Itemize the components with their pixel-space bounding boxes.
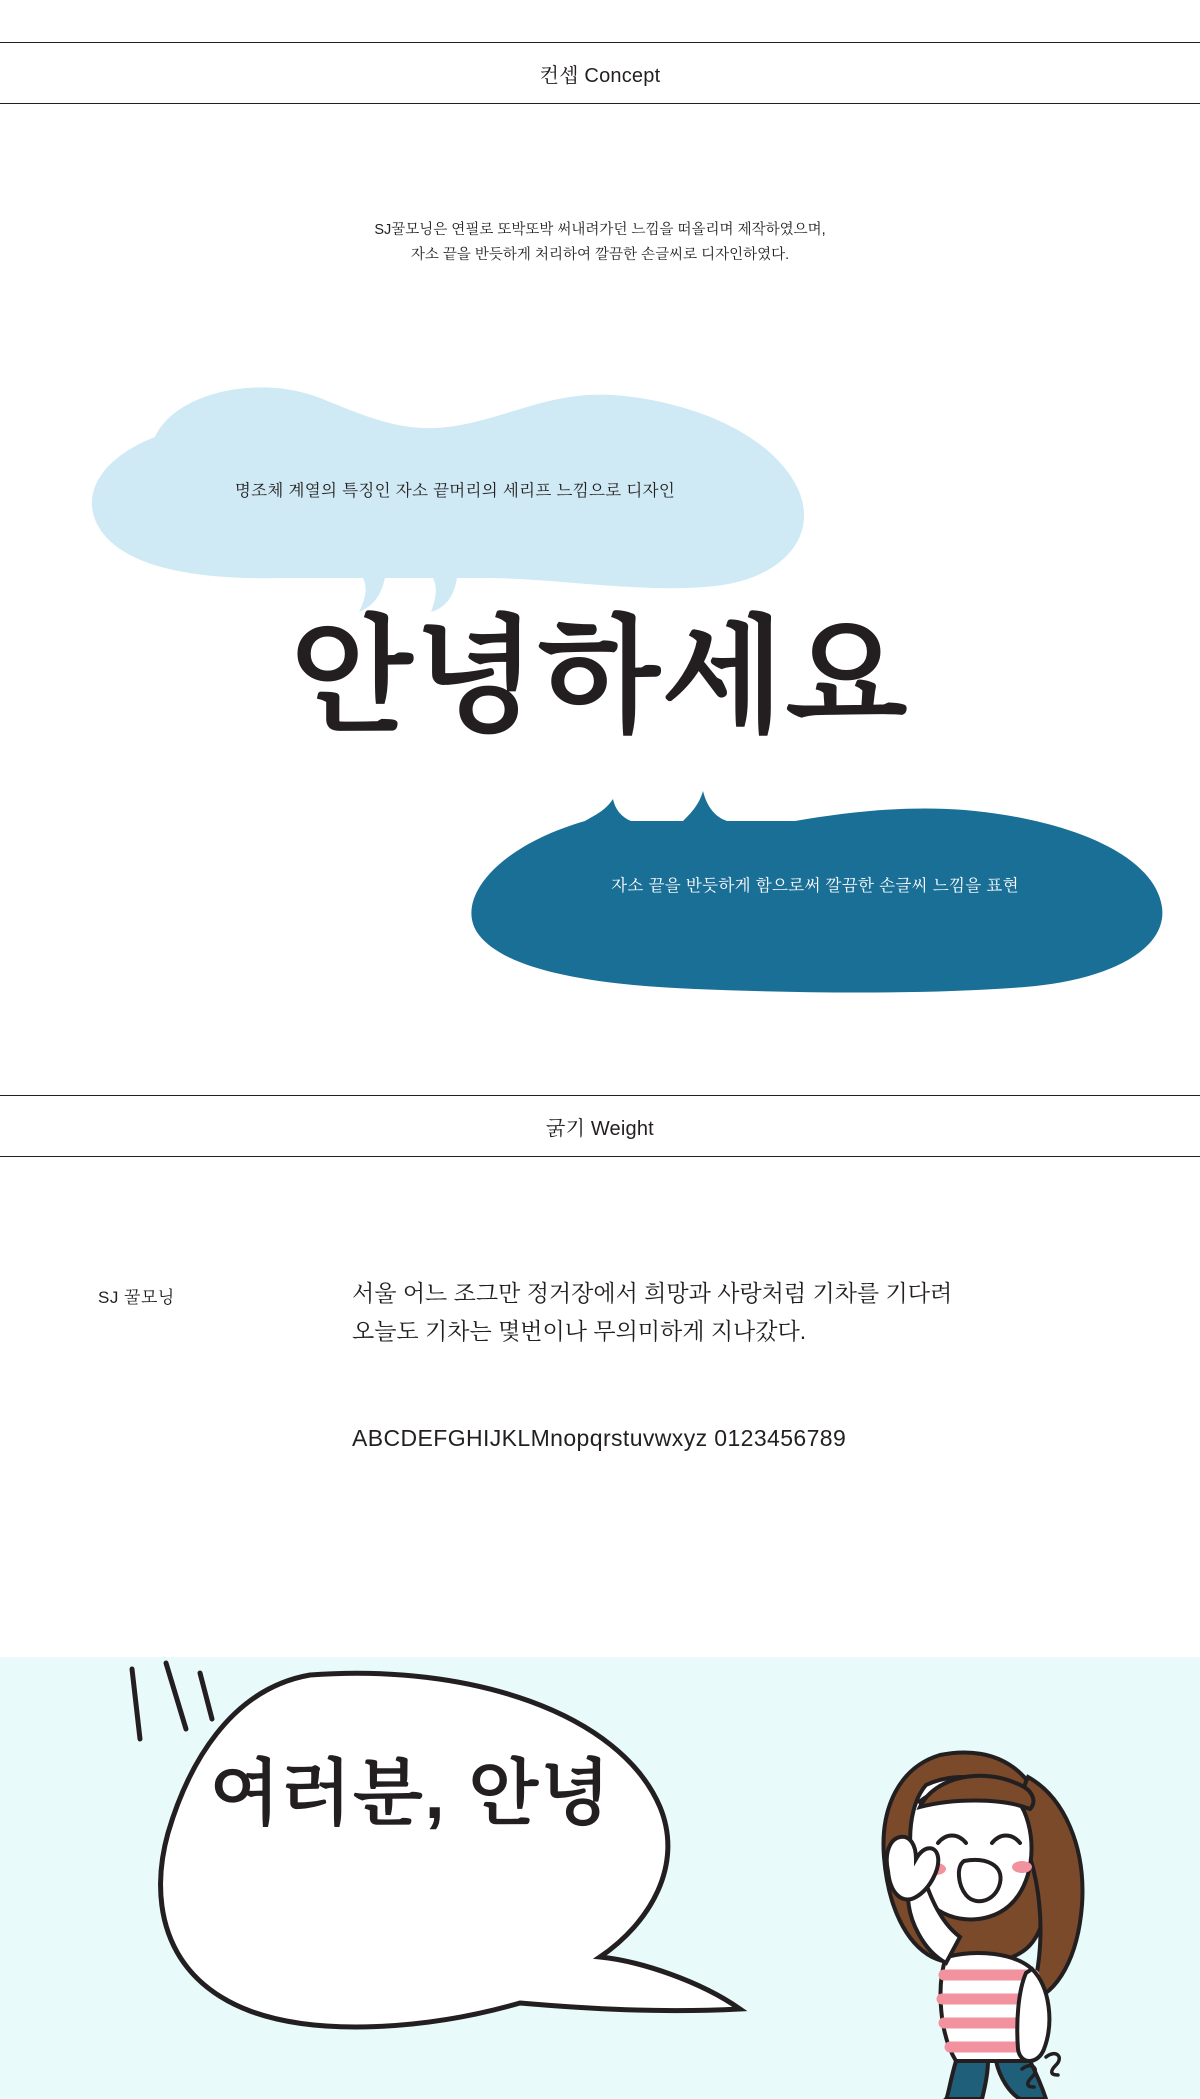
hero-type-sample: 안녕하세요 [290,606,910,747]
section-title-weight: 굵기 Weight [546,1117,654,1140]
character-illustration [883,1752,1082,2099]
weight-sample-latin: ABCDEFGHIJKLMnopqrstuvwxyz 0123456789 [352,1425,847,1451]
speech-bubble-bottom-text: 자소 끝을 반듯하게 함으로써 깔끔한 손글씨 느낌을 표현 [611,877,1019,895]
motion-lines-icon [132,1663,212,1739]
concept-intro-paragraph [0,218,1200,269]
illustration-bubble-text: 여러분, 안녕 [210,1754,612,1834]
illustration-artwork [0,1657,1200,2099]
concept-intro-line-1: SJ꿀모닝은 연필로 또박또박 써내려가던 느낌을 떠올리며 제작하였으며, [374,222,826,238]
weight-sample-korean-line-2: 오늘도 기차는 몇번이나 무의미하게 지나갔다. [352,1317,807,1344]
section-title-concept: 컨셉 Concept [539,64,661,87]
illustration-band [0,1657,1200,2099]
weight-sample-korean-line-1: 서울 어느 조그만 정거장에서 희망과 사랑처럼 기차를 기다려 [352,1280,953,1306]
concept-intro-line-2: 자소 끝을 반듯하게 처리하여 깔끔한 손글씨로 디자인하였다. [410,247,790,264]
speech-bubble-hello-shape [161,1673,740,2027]
weight-sample-korean [352,1275,1052,1351]
section-band-concept [0,42,1200,104]
speech-bubble-top-text: 명조체 계열의 특징인 자소 끝머리의 세리프 느낌으로 디자인 [234,482,676,500]
weight-style-label: SJ 꿀모닝 [98,1288,175,1307]
section-band-weight [0,1095,1200,1157]
